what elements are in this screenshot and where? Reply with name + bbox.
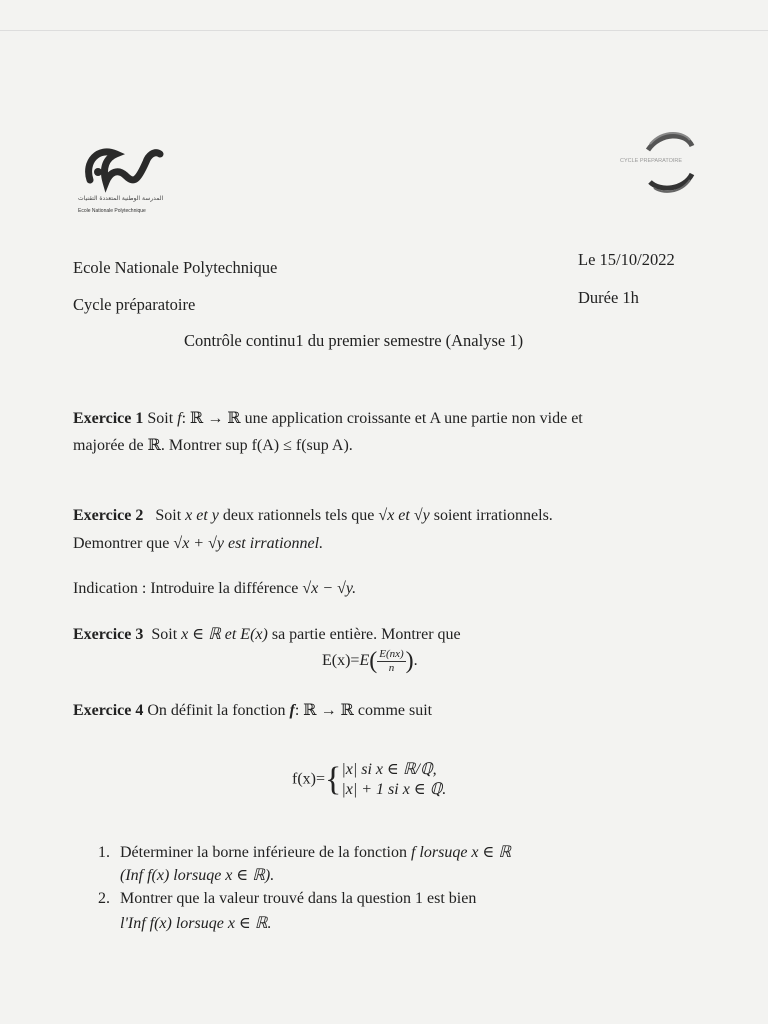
ex1-text: Soit: [147, 410, 178, 427]
exercise-2-hint: [73, 580, 356, 598]
exercise-4-definition: f(x)={ |x| si x ∈ ℝ/ℚ, |x| + 1 si x ∈ ℚ.: [292, 761, 447, 798]
cycle-logo-icon: [620, 128, 730, 198]
ex3-text-2: sa partie entière. Montrer que: [267, 626, 461, 643]
ex2-line2-text: Demontrer que: [73, 535, 174, 552]
ex2-text-3: soient irrationnels.: [429, 507, 553, 524]
exercise-3-equation: E(x)=E( $\frac{E(nx)}{n}$ ).: [322, 648, 418, 674]
exercise-1-line-1: [73, 408, 583, 428]
ex2-hint-formula: √x − √y.: [302, 580, 357, 597]
ex3-denominator: n: [388, 662, 395, 674]
ex3-text: Soit: [151, 626, 182, 643]
exercise-4-label: Exercice 4: [73, 702, 144, 719]
ex4-question-1-line-2: (Inf f(x) lorsuqe x ∈ ℝ).: [120, 867, 275, 884]
exercise-1-label: Exercice 1: [73, 410, 144, 427]
school-logo: [76, 132, 176, 218]
question-2-number: 2.: [98, 890, 110, 907]
cycle-name: Cycle préparatoire: [73, 295, 196, 314]
ex3-eq-end: .: [413, 652, 418, 670]
scan-edge-line: [0, 30, 768, 31]
ex2-text-2: deux rationnels tels que: [218, 507, 379, 524]
ex2-text: Soit: [155, 507, 186, 524]
svg-text:المدرسة الوطنية المتعددة التقن: المدرسة الوطنية المتعددة التقنيات: [78, 195, 164, 202]
exam-title: Contrôle continu1 du premier semestre (Analyse 1): [184, 331, 524, 350]
exercise-2-label: Exercice 2: [73, 507, 144, 524]
ex4-question-1: [98, 842, 511, 862]
exercise-1-line-2: majorée de ℝ. Montrer sup f(A) ≤ f(sup A).: [73, 437, 353, 454]
question-1-number: 1.: [98, 844, 110, 861]
exercise-3-line-1: [73, 624, 461, 644]
cycle-logo: [620, 128, 730, 198]
svg-text:Ecole Nationale Polytechnique: Ecole Nationale Polytechnique: [78, 208, 146, 214]
ex4-text: On définit la fonction: [147, 702, 290, 719]
ex4-question-2-line-2: l'Inf f(x) lorsuqe x ∈ ℝ.: [120, 915, 272, 932]
exercise-2-line-1: [73, 507, 553, 525]
ex1-text-2: : ℝ → ℝ une application croissante et A une partie non vide et: [181, 410, 583, 427]
exam-date: Le 15/10/2022: [578, 250, 675, 269]
exercise-3-label: Exercice 3: [73, 626, 144, 643]
question-1-text: Déterminer la borne inférieure de la fonction: [120, 844, 411, 861]
school-name: Ecole Nationale Polytechnique: [73, 258, 278, 277]
ex1-function: f: [177, 410, 182, 427]
ex4-case-irrational: |x| si x ∈ ℝ/ℚ,: [341, 761, 437, 778]
ex4-case-rational: |x| + 1 si x ∈ ℚ.: [341, 781, 447, 798]
exercise-4-line-1: [73, 700, 432, 720]
ex3-eq-E: E: [359, 652, 370, 670]
ex3-eq-left: E(x)=: [322, 652, 360, 670]
ex4-cases: [341, 760, 446, 800]
exercise-2-line-2: [73, 535, 323, 553]
question-1-formula: f lorsuqe x ∈ ℝ: [410, 844, 512, 861]
ex4-text-2: : ℝ → ℝ comme suit: [294, 702, 433, 719]
ex2-variables: x et y: [185, 507, 219, 524]
ex4-function: f: [289, 702, 295, 719]
ex2-line2-formula: √x + √y est irrationnel.: [173, 535, 324, 552]
ex3-numerator: E(nx): [379, 648, 404, 661]
ex4-question-2: [98, 890, 476, 908]
ex2-roots: √x et √y: [378, 507, 430, 524]
ex3-formula: x ∈ ℝ et E(x): [181, 626, 268, 643]
school-logo-icon: [76, 132, 176, 218]
ex2-hint-text: Indication : Introduire la différence: [73, 580, 303, 597]
exam-duration: Durée 1h: [578, 288, 639, 307]
ex3-fraction: [377, 648, 405, 674]
question-2-text: Montrer que la valeur trouvé dans la question 1 est bien: [120, 890, 477, 907]
svg-text:CYCLE PREPARATOIRE: CYCLE PREPARATOIRE: [620, 158, 683, 164]
ex4-eq-left: f(x)=: [292, 770, 326, 788]
